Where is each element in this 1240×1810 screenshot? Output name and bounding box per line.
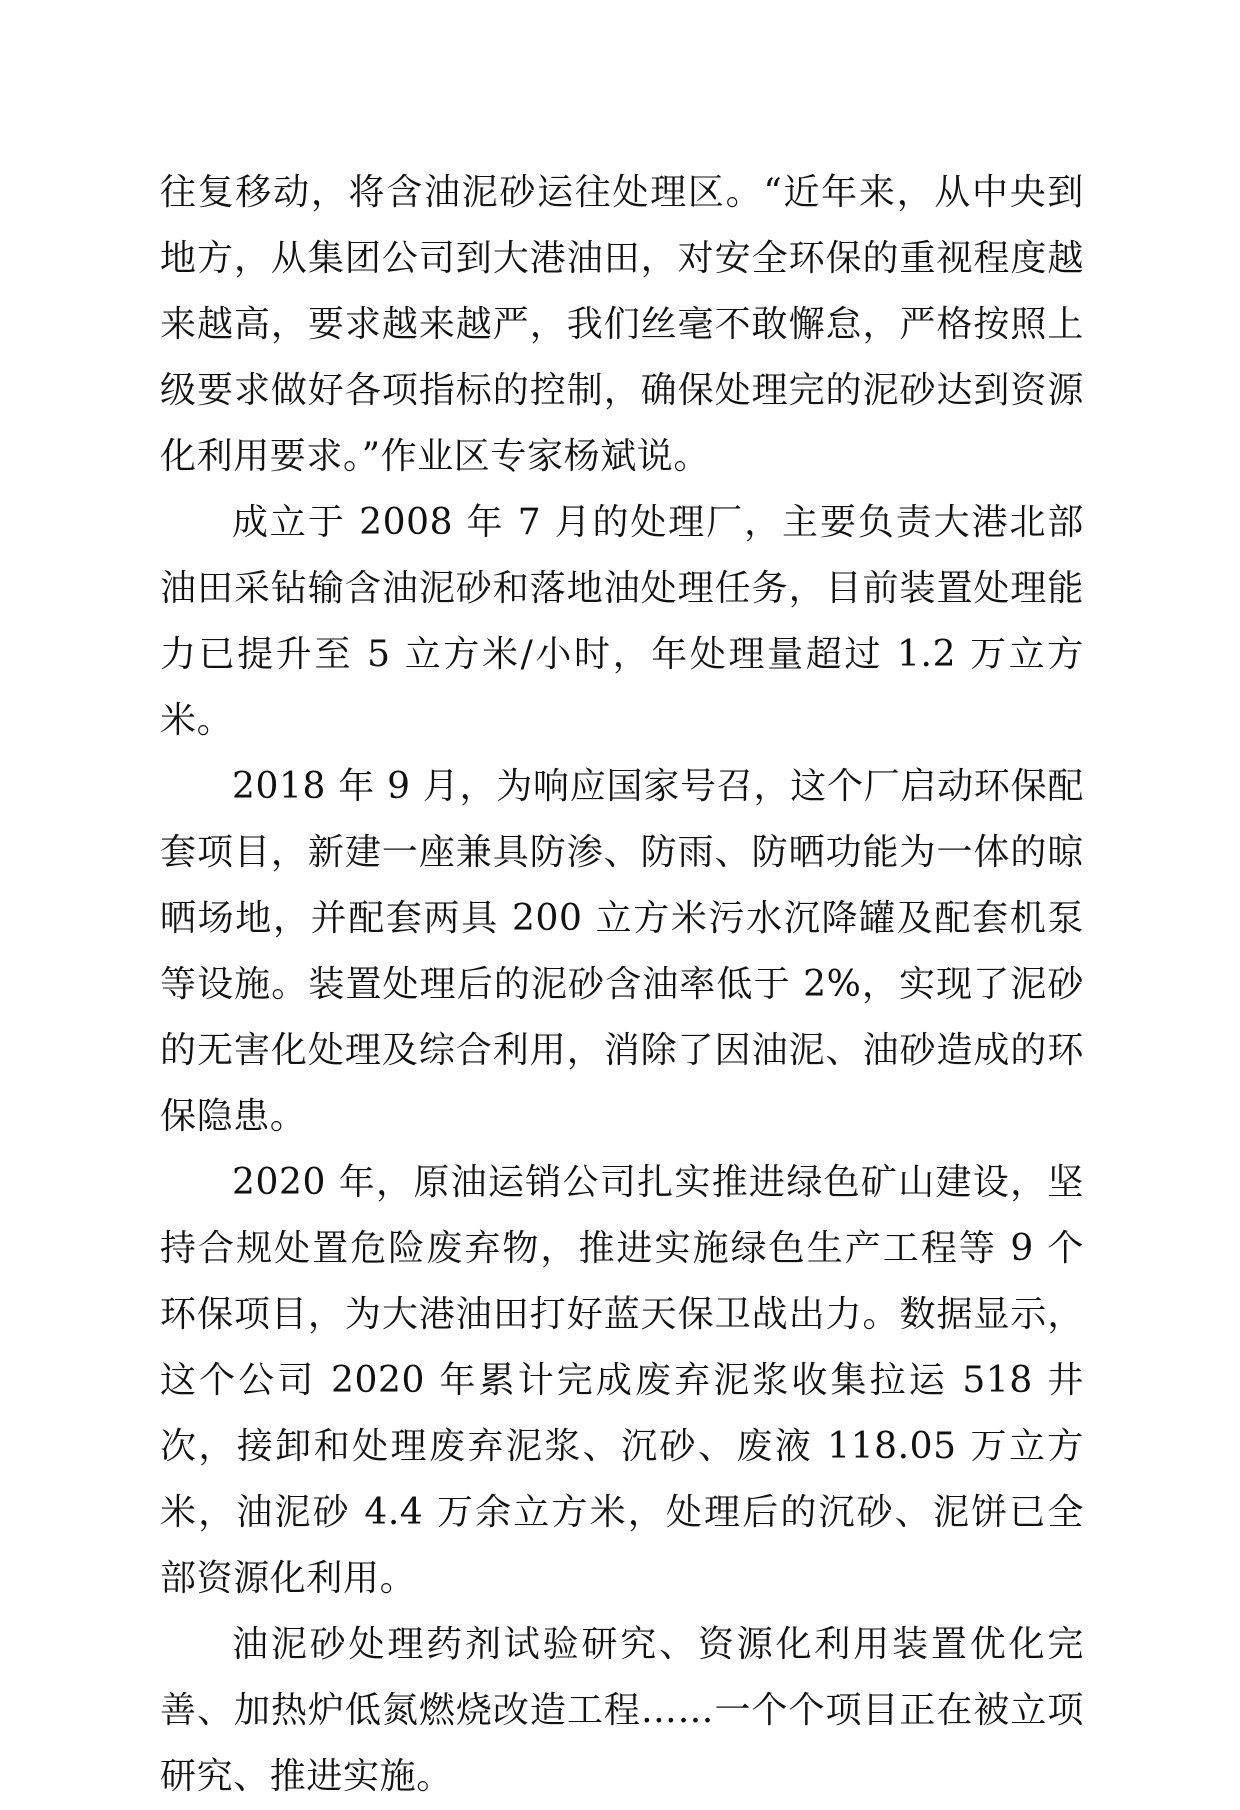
paragraph-5: 油泥砂处理药剂试验研究、资源化利用装置优化完善、加热炉低氮燃烧改造工程……一个个项目正在被立项研究、推进实施。 xyxy=(160,1624,1084,1797)
paragraph-4: 2020 年，原油运销公司扎实推进绿色矿山建设，坚持合规处置危险废弃物，推进实施绿色生产工程等 9 个环保项目，为大港油田打好蓝天保卫战出力。数据显示，这个公司 2020 年累计完成废弃泥浆收集拉运 518 井次，接卸和处理废弃泥浆、沉砂、废液 118.05 万立方米，油泥砂 4.4 万余立方米，处理后的沉砂、泥饼已全部资源化利用。 xyxy=(160,1162,1084,1599)
article-body xyxy=(160,160,1084,1810)
paragraph-2: 成立于 2008 年 7 月的处理厂，主要负责大港北部油田采钻输含油泥砂和落地油处理任务，目前装置处理能力已提升至 5 立方米/小时，年处理量超过 1.2 万立方米。 xyxy=(160,502,1084,741)
paragraph-1: 往复移动，将含油泥砂运往处理区。“近年来，从中央到地方，从集团公司到大港油田，对安全环保的重视程度越来越高，要求越来越严，我们丝毫不敢懈怠，严格按照上级要求做好各项指标的控制，确保处理完的泥砂达到资源化利用要求。”作业区专家杨斌说。 xyxy=(160,172,1084,477)
paragraph-3: 2018 年 9 月，为响应国家号召，这个厂启动环保配套项目，新建一座兼具防渗、防雨、防晒功能为一体的晾晒场地，并配套两具 200 立方米污水沉降罐及配套机泵等设施。装置处理后的泥砂含油率低于 2%，实现了泥砂的无害化处理及综合利用，消除了因油泥、油砂造成的环保隐患。 xyxy=(160,766,1084,1137)
